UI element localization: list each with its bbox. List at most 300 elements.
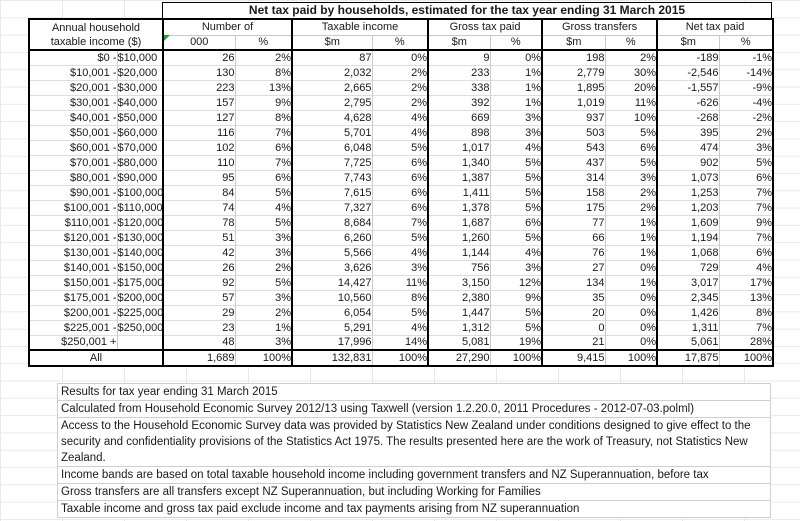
cell-value[interactable]: 7% — [372, 215, 428, 230]
cell-value[interactable]: 1,253 — [657, 185, 719, 200]
cell-value[interactable]: -14% — [719, 65, 773, 80]
cell-value[interactable]: 2% — [372, 95, 428, 110]
cell-value[interactable]: 7% — [719, 200, 773, 215]
cell-income-from[interactable]: $200,001 - — [29, 305, 117, 320]
cell-value[interactable]: 1% — [490, 95, 542, 110]
cell-value[interactable]: 2% — [235, 260, 292, 275]
cell-income-from[interactable]: $175,001 - — [29, 290, 117, 305]
cell-value[interactable]: 7% — [235, 125, 292, 140]
cell-value[interactable]: 0% — [605, 290, 657, 305]
cell-value[interactable]: 116 — [163, 125, 235, 140]
cell-value[interactable]: 338 — [428, 80, 490, 95]
cell-value[interactable]: 392 — [428, 95, 490, 110]
cell-value[interactable]: 437 — [542, 155, 605, 170]
cell-total-label[interactable]: All — [29, 350, 163, 366]
cell-value[interactable]: 10,560 — [292, 290, 372, 305]
cell-value[interactable]: 77 — [542, 215, 605, 230]
cell-income-from[interactable]: $140,001 - — [29, 260, 117, 275]
cell-income-from[interactable]: $80,001 - — [29, 170, 117, 185]
cell-value[interactable]: -4% — [719, 95, 773, 110]
cell-value[interactable]: 5% — [235, 215, 292, 230]
cell-value[interactable]: 127 — [163, 110, 235, 125]
cell-value[interactable]: 1,387 — [428, 170, 490, 185]
cell-income-to[interactable]: $150,000 — [117, 261, 163, 274]
cell-value[interactable]: 0% — [605, 335, 657, 350]
cell-income-from[interactable]: $130,001 - — [29, 245, 117, 260]
cell-value[interactable]: 6% — [372, 200, 428, 215]
cell-value[interactable]: 5% — [490, 185, 542, 200]
cell-value[interactable]: 3% — [719, 140, 773, 155]
cell-value[interactable]: 729 — [657, 260, 719, 275]
cell-value[interactable]: 503 — [542, 125, 605, 140]
cell-income-from[interactable]: $50,001 - — [29, 125, 117, 140]
cell-income-to[interactable]: $70,000 — [117, 140, 163, 155]
table-row — [29, 275, 773, 290]
cell-value[interactable]: 6% — [719, 245, 773, 260]
cell-value[interactable]: 5% — [719, 155, 773, 170]
cell-value[interactable]: 543 — [542, 140, 605, 155]
cell-value[interactable]: 8% — [719, 305, 773, 320]
cell-value[interactable]: 7,725 — [292, 155, 372, 170]
cell-value[interactable]: -626 — [657, 95, 719, 110]
cell-total-value[interactable]: 9,415 — [542, 350, 605, 366]
cell-value[interactable]: 314 — [542, 170, 605, 185]
cell-value[interactable]: 1,068 — [657, 245, 719, 260]
cell-value[interactable]: 6% — [719, 170, 773, 185]
footnote[interactable]: Gross transfers are all transfers except NZ Superannuation, but including Working for Families — [57, 483, 771, 501]
cell-value[interactable]: 11% — [372, 275, 428, 290]
cell-value[interactable]: 937 — [542, 110, 605, 125]
cell-value[interactable]: 10% — [605, 110, 657, 125]
cell-value[interactable]: 3% — [605, 170, 657, 185]
cell-value[interactable]: 3,150 — [428, 275, 490, 290]
cell-value[interactable]: 1% — [490, 80, 542, 95]
cell-value[interactable]: -2% — [719, 110, 773, 125]
cell-income-to[interactable]: $225,000 — [117, 306, 163, 319]
table-row — [29, 185, 773, 200]
cell-value[interactable]: 2% — [235, 50, 292, 65]
cell-value[interactable]: 1,260 — [428, 230, 490, 245]
table-row — [29, 125, 773, 140]
cell-value[interactable]: 2,380 — [428, 290, 490, 305]
table-row — [29, 260, 773, 275]
cell-value[interactable]: 902 — [657, 155, 719, 170]
cell-value[interactable]: 92 — [163, 275, 235, 290]
cell-value[interactable]: 6% — [490, 215, 542, 230]
cell-value[interactable]: 1,312 — [428, 320, 490, 335]
cell-income-from[interactable]: $250,001 + — [29, 335, 117, 350]
cell-value[interactable]: 6% — [235, 140, 292, 155]
cell-value[interactable]: 1% — [605, 275, 657, 290]
cell-income-to[interactable]: $250,000 — [117, 321, 163, 334]
cell-value[interactable]: 12% — [490, 275, 542, 290]
column-sub-header[interactable]: % — [719, 35, 773, 50]
cell-value[interactable]: -2,546 — [657, 65, 719, 80]
cell-value[interactable]: 1% — [605, 245, 657, 260]
footnote[interactable]: Results for tax year ending 31 March 2015 — [57, 383, 771, 401]
table-row — [29, 305, 773, 320]
cell-value[interactable]: 42 — [163, 245, 235, 260]
cell-value[interactable]: 474 — [657, 140, 719, 155]
cell-value[interactable]: 102 — [163, 140, 235, 155]
cell-value[interactable]: 1,340 — [428, 155, 490, 170]
cell-income-from[interactable]: $90,001 - — [29, 185, 117, 200]
footnotes-area — [57, 384, 771, 518]
cell-value[interactable]: 0% — [605, 320, 657, 335]
table-row — [29, 290, 773, 305]
cell-value[interactable]: 17,996 — [292, 335, 372, 350]
cell-income-from[interactable]: $20,001 - — [29, 80, 117, 95]
column-sub-header[interactable]: $m — [428, 35, 490, 50]
column-sub-header[interactable]: % — [372, 35, 428, 50]
cell-value[interactable]: 1% — [235, 320, 292, 335]
cell-value[interactable]: 5% — [235, 185, 292, 200]
table-header — [29, 19, 773, 50]
cell-value[interactable]: 2% — [605, 200, 657, 215]
cell-value[interactable]: 7,615 — [292, 185, 372, 200]
cell-value[interactable]: 5,081 — [428, 335, 490, 350]
column-sub-header[interactable]: % — [235, 35, 292, 50]
cell-value[interactable]: 2% — [605, 50, 657, 65]
cell-value[interactable]: 4% — [490, 140, 542, 155]
cell-income-from[interactable]: $70,001 - — [29, 155, 117, 170]
column-group-header[interactable]: Gross transfers — [542, 19, 657, 35]
cell-value[interactable]: 1% — [605, 215, 657, 230]
total-row — [29, 350, 773, 366]
table-row — [29, 245, 773, 260]
cell-value[interactable]: 5,291 — [292, 320, 372, 335]
cell-value[interactable]: 6,048 — [292, 140, 372, 155]
cell-value[interactable]: 7,327 — [292, 200, 372, 215]
cell-total-value[interactable]: 17,875 — [657, 350, 719, 366]
cell-value[interactable]: 4% — [235, 200, 292, 215]
cell-value[interactable]: -1% — [719, 50, 773, 65]
cell-value[interactable]: 3% — [235, 290, 292, 305]
cell-value[interactable]: 5,566 — [292, 245, 372, 260]
cell-value[interactable]: 1,017 — [428, 140, 490, 155]
cell-value[interactable]: 19% — [490, 335, 542, 350]
cell-value[interactable]: 9% — [235, 95, 292, 110]
cell-value[interactable]: 14,427 — [292, 275, 372, 290]
cell-income-to[interactable]: $140,000 — [117, 246, 163, 259]
cell-value[interactable]: 669 — [428, 110, 490, 125]
cell-income-from[interactable]: $120,001 - — [29, 230, 117, 245]
cell-value[interactable]: 2% — [372, 80, 428, 95]
table-row — [29, 140, 773, 155]
cell-value[interactable]: 1,378 — [428, 200, 490, 215]
cell-value[interactable]: 233 — [428, 65, 490, 80]
cell-value[interactable]: 2,795 — [292, 95, 372, 110]
cell-value[interactable]: 6% — [372, 155, 428, 170]
cell-income-to[interactable]: $10,000 — [117, 50, 163, 65]
cell-total-value[interactable]: 1,689 — [163, 350, 235, 366]
cell-value[interactable]: 8% — [235, 110, 292, 125]
table-row — [29, 170, 773, 185]
cell-value[interactable]: 1,609 — [657, 215, 719, 230]
column-group-header[interactable]: Gross tax paid — [428, 19, 542, 35]
cell-value[interactable]: 26 — [163, 260, 235, 275]
cell-value[interactable]: 3% — [490, 260, 542, 275]
cell-value[interactable]: 3% — [235, 230, 292, 245]
cell-income-from[interactable]: $10,001 - — [29, 65, 117, 80]
cell-value[interactable]: 2,665 — [292, 80, 372, 95]
cell-value[interactable]: 1,019 — [542, 95, 605, 110]
cell-income-to[interactable]: $50,000 — [117, 110, 163, 125]
cell-value[interactable]: 17% — [719, 275, 773, 290]
cell-income-to[interactable]: $110,000 — [117, 201, 163, 214]
cell-value[interactable]: 0% — [605, 260, 657, 275]
cell-value[interactable]: 6% — [235, 170, 292, 185]
cell-value[interactable]: 29 — [163, 305, 235, 320]
table-row — [29, 215, 773, 230]
cell-value[interactable]: 9% — [490, 290, 542, 305]
table-title[interactable]: Net tax paid by households, estimated for the tax year ending 31 March 2015 — [162, 2, 772, 18]
cell-total-value[interactable]: 132,831 — [292, 350, 372, 366]
cell-value[interactable]: 5% — [490, 170, 542, 185]
cell-income-from[interactable]: $110,001 - — [29, 215, 117, 230]
table-row — [29, 155, 773, 170]
cell-value[interactable]: 4% — [372, 125, 428, 140]
cell-value[interactable]: 1,447 — [428, 305, 490, 320]
cell-value[interactable]: 3,017 — [657, 275, 719, 290]
cell-value[interactable]: 7% — [719, 185, 773, 200]
cell-value[interactable]: 13% — [719, 290, 773, 305]
column-group-header[interactable]: Net tax paid — [657, 19, 773, 35]
cell-value[interactable]: 223 — [163, 80, 235, 95]
cell-value[interactable]: 1% — [490, 65, 542, 80]
cell-value[interactable]: 5% — [235, 275, 292, 290]
cell-value[interactable]: 3,626 — [292, 260, 372, 275]
cell-value[interactable]: 2% — [719, 125, 773, 140]
cell-income-to[interactable]: $175,000 — [117, 276, 163, 289]
cell-value[interactable]: 8% — [372, 290, 428, 305]
column-sub-header[interactable]: $m — [657, 35, 719, 50]
cell-value[interactable]: 157 — [163, 95, 235, 110]
table-row — [29, 200, 773, 215]
cell-income-from[interactable]: $100,001 - — [29, 200, 117, 215]
header-group-row — [29, 19, 773, 35]
cell-value[interactable]: -268 — [657, 110, 719, 125]
table-body — [29, 50, 773, 366]
cell-value[interactable]: 175 — [542, 200, 605, 215]
cell-value[interactable]: 3% — [490, 125, 542, 140]
column-group-header[interactable]: Number of — [163, 19, 292, 35]
cell-value[interactable]: 30% — [605, 65, 657, 80]
cell-value[interactable]: 0% — [372, 50, 428, 65]
cell-value[interactable]: 5% — [372, 230, 428, 245]
cell-value[interactable]: 395 — [657, 125, 719, 140]
cell-value[interactable]: 7% — [719, 230, 773, 245]
cell-value[interactable]: 7% — [235, 155, 292, 170]
column-sub-header[interactable]: 000 — [163, 35, 235, 50]
cell-value[interactable]: 1,426 — [657, 305, 719, 320]
cell-value[interactable]: 11% — [605, 95, 657, 110]
cell-value[interactable]: 1% — [605, 230, 657, 245]
cell-value[interactable]: 5,701 — [292, 125, 372, 140]
footnote[interactable]: Income bands are based on total taxable household income including government transfers and NZ Superannuation, before tax — [57, 466, 771, 484]
cell-value[interactable]: 8,684 — [292, 215, 372, 230]
cell-value[interactable]: 1,895 — [542, 80, 605, 95]
cell-value[interactable]: 1,144 — [428, 245, 490, 260]
cell-value[interactable]: 6,260 — [292, 230, 372, 245]
cell-total-value[interactable]: 100% — [372, 350, 428, 366]
column-sub-header[interactable]: % — [490, 35, 542, 50]
cell-value[interactable]: 5% — [605, 155, 657, 170]
column-sub-header[interactable]: $m — [292, 35, 372, 50]
cell-total-value[interactable]: 27,290 — [428, 350, 490, 366]
cell-value[interactable]: 0 — [542, 320, 605, 335]
cell-income-to[interactable]: $90,000 — [117, 170, 163, 185]
cell-value[interactable]: 84 — [163, 185, 235, 200]
cell-value[interactable]: 2% — [235, 305, 292, 320]
cell-value[interactable]: -189 — [657, 50, 719, 65]
cell-income-to[interactable]: $60,000 — [117, 125, 163, 140]
cell-total-value[interactable]: 100% — [605, 350, 657, 366]
cell-value[interactable]: 0% — [605, 305, 657, 320]
cell-income-to[interactable]: $120,000 — [117, 216, 163, 229]
cell-income-from[interactable]: $40,001 - — [29, 110, 117, 125]
income-column-header[interactable] — [29, 19, 163, 50]
cell-value[interactable]: 74 — [163, 200, 235, 215]
cell-value[interactable]: 4% — [372, 320, 428, 335]
cell-value[interactable]: 2,032 — [292, 65, 372, 80]
cell-value[interactable]: 7,743 — [292, 170, 372, 185]
cell-value[interactable]: 20 — [542, 305, 605, 320]
cell-value[interactable]: 23 — [163, 320, 235, 335]
cell-value[interactable]: 898 — [428, 125, 490, 140]
cell-income-to[interactable]: $200,000 — [117, 291, 163, 304]
cell-value[interactable]: 5,061 — [657, 335, 719, 350]
cell-value[interactable]: 87 — [292, 50, 372, 65]
cell-value[interactable]: 5% — [490, 305, 542, 320]
cell-value[interactable]: 4,628 — [292, 110, 372, 125]
cell-income-from[interactable]: $60,001 - — [29, 140, 117, 155]
cell-value[interactable]: 57 — [163, 290, 235, 305]
cell-value[interactable]: 158 — [542, 185, 605, 200]
cell-value[interactable]: 134 — [542, 275, 605, 290]
table-row — [29, 80, 773, 95]
cell-value[interactable]: 95 — [163, 170, 235, 185]
cell-value[interactable]: 3% — [372, 260, 428, 275]
cell-value[interactable]: 9% — [719, 215, 773, 230]
cell-value[interactable]: 4% — [719, 260, 773, 275]
cell-income-to[interactable] — [117, 335, 163, 350]
cell-value[interactable]: 6% — [372, 170, 428, 185]
table-row — [29, 65, 773, 80]
column-group-header[interactable]: Taxable income — [292, 19, 428, 35]
cell-value[interactable]: 4% — [372, 110, 428, 125]
cell-value[interactable]: 78 — [163, 215, 235, 230]
cell-value[interactable]: 6% — [605, 140, 657, 155]
income-header-line2: taxable income ($) — [50, 35, 142, 48]
cell-value[interactable]: 26 — [163, 50, 235, 65]
column-sub-header[interactable]: % — [605, 35, 657, 50]
cell-value[interactable]: 7% — [719, 320, 773, 335]
cell-value[interactable]: 1,073 — [657, 170, 719, 185]
cell-value[interactable]: 8% — [235, 65, 292, 80]
cell-value[interactable]: 0% — [490, 50, 542, 65]
cell-value[interactable]: 3% — [235, 245, 292, 260]
cell-income-to[interactable]: $30,000 — [117, 80, 163, 95]
cell-value[interactable]: 756 — [428, 260, 490, 275]
cell-value[interactable]: 5% — [490, 320, 542, 335]
cell-value[interactable]: 2,345 — [657, 290, 719, 305]
cell-value[interactable]: 6,054 — [292, 305, 372, 320]
cell-income-to[interactable]: $40,000 — [117, 95, 163, 110]
table-row — [29, 320, 773, 335]
cell-value[interactable]: 66 — [542, 230, 605, 245]
cell-value[interactable]: 27 — [542, 260, 605, 275]
cell-value[interactable]: 5% — [490, 200, 542, 215]
footnote[interactable]: Calculated from Household Economic Survey 2012/13 using Taxwell (version 1.2.20.0, 2011 Procedures - 2012-07-03.polml) — [57, 400, 771, 418]
table-row — [29, 110, 773, 125]
income-header-line1: Annual household — [51, 21, 141, 34]
cell-value[interactable]: 28% — [719, 335, 773, 350]
cell-income-to[interactable]: $20,000 — [117, 65, 163, 80]
cell-income-from[interactable]: $0 - — [29, 50, 117, 65]
cell-income-from[interactable]: $30,001 - — [29, 95, 117, 110]
tax-table-area — [28, 2, 772, 367]
cell-value[interactable]: 2,779 — [542, 65, 605, 80]
cell-total-value[interactable]: 100% — [235, 350, 292, 366]
cell-income-from[interactable]: $150,001 - — [29, 275, 117, 290]
cell-value[interactable]: 76 — [542, 245, 605, 260]
cell-value[interactable]: -1,557 — [657, 80, 719, 95]
cell-value[interactable]: 13% — [235, 80, 292, 95]
cell-income-to[interactable]: $130,000 — [117, 231, 163, 244]
cell-value[interactable]: 9 — [428, 50, 490, 65]
cell-value[interactable]: 35 — [542, 290, 605, 305]
cell-value[interactable]: 4% — [372, 245, 428, 260]
cell-total-value[interactable]: 100% — [490, 350, 542, 366]
cell-value[interactable]: 5% — [372, 305, 428, 320]
cell-value[interactable]: 1,687 — [428, 215, 490, 230]
cell-value[interactable]: 2% — [605, 185, 657, 200]
cell-value[interactable]: 20% — [605, 80, 657, 95]
cell-value[interactable]: 1,203 — [657, 200, 719, 215]
column-sub-header[interactable]: $m — [542, 35, 605, 50]
cell-error-indicator-icon[interactable] — [164, 35, 170, 41]
cell-value[interactable]: 21 — [542, 335, 605, 350]
cell-value[interactable]: 5% — [372, 140, 428, 155]
cell-value[interactable]: 51 — [163, 230, 235, 245]
cell-value[interactable]: 4% — [490, 245, 542, 260]
cell-value[interactable]: 14% — [372, 335, 428, 350]
cell-total-value[interactable]: 100% — [719, 350, 773, 366]
cell-value[interactable]: 6% — [372, 185, 428, 200]
cell-value[interactable]: 130 — [163, 65, 235, 80]
cell-value[interactable]: 1,411 — [428, 185, 490, 200]
cell-value[interactable]: 1,194 — [657, 230, 719, 245]
cell-value[interactable]: 1,311 — [657, 320, 719, 335]
cell-value[interactable]: 3% — [490, 110, 542, 125]
cell-value[interactable]: 110 — [163, 155, 235, 170]
cell-value[interactable]: 5% — [490, 155, 542, 170]
footnote[interactable]: Access to the Household Economic Survey data was provided by Statistics New Zealand under conditions designed to give effect to the security and confidentiality provisions of the Statistics Act 1975. The results presented here are the work of Treasury, not Statistics New Zealand. — [57, 417, 771, 467]
cell-value[interactable]: 3% — [235, 335, 292, 350]
cell-income-to[interactable]: $80,000 — [117, 155, 163, 170]
footnote[interactable]: Taxable income and gross tax paid exclude income and tax payments arising from NZ superannuation — [57, 500, 771, 518]
cell-income-from[interactable]: $225,001 - — [29, 320, 117, 335]
cell-value[interactable]: 198 — [542, 50, 605, 65]
cell-value[interactable]: 48 — [163, 335, 235, 350]
cell-value[interactable]: 5% — [605, 125, 657, 140]
cell-value[interactable]: 2% — [372, 65, 428, 80]
table-row — [29, 335, 773, 350]
cell-income-to[interactable]: $100,000 — [117, 186, 163, 199]
cell-value[interactable]: -9% — [719, 80, 773, 95]
cell-value[interactable]: 5% — [490, 230, 542, 245]
